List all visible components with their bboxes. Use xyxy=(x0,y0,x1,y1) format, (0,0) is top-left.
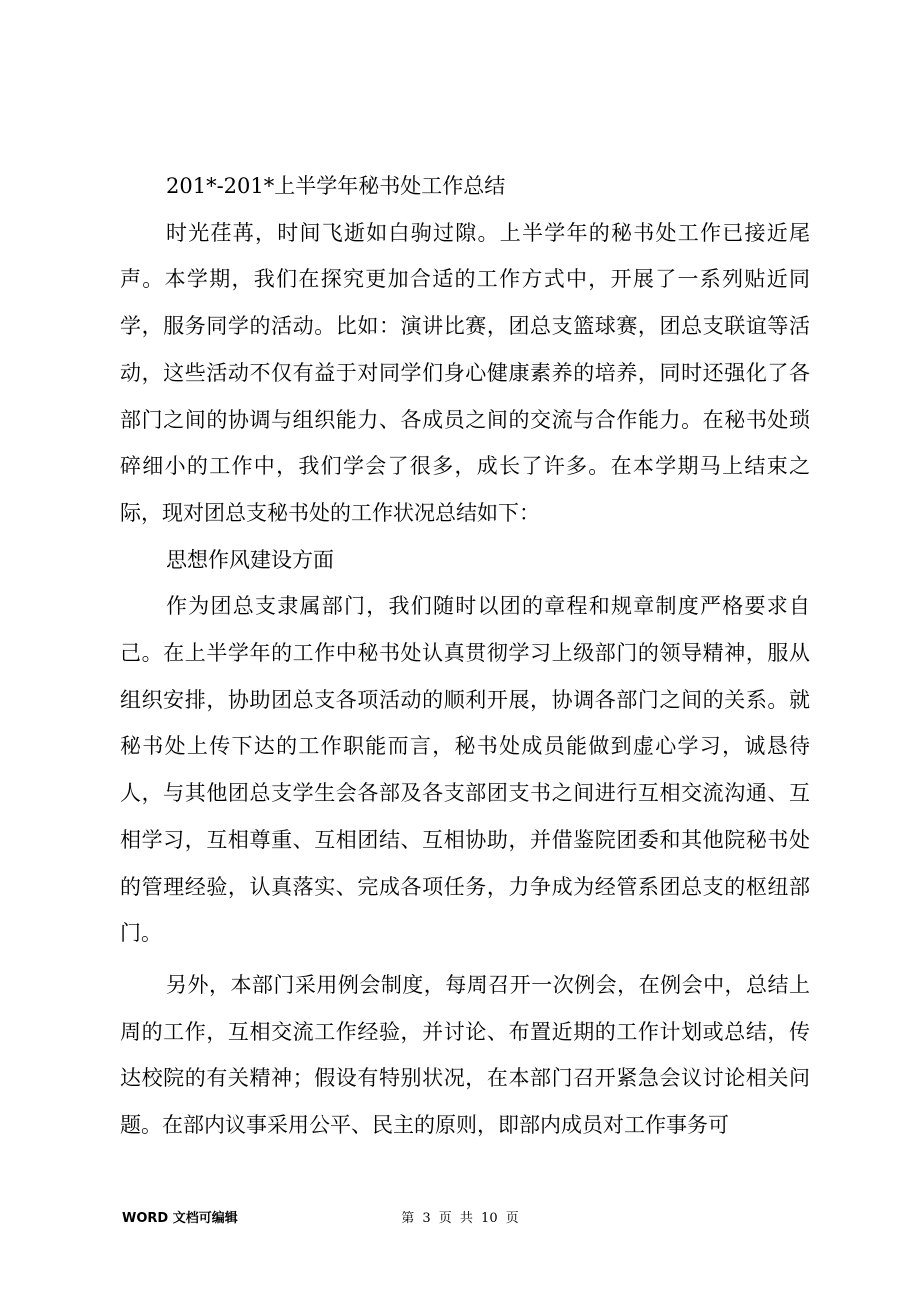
document-title: 201*-201*上半学年秘书处工作总结 xyxy=(166,174,506,198)
paragraph-work-style: 作为团总支隶属部门，我们随时以团的章程和规章制度严格要求自己。在上半学年的工作中秘书处认真贯彻学习上级部门的领导精神，服从组织安排，协助团总支各项活动的顺利开展，协调各部门之间的关系。就秘书处上传下达的工作职能而言，秘书处成员能做到虚心学习，诚恳待人，与其他团总支学生会各部及各支部团支书之间进行互相交流沟通、互相学习，互相尊重、互相团结、互相协助，并借鉴院团委和其他院秘书处的管理经验，认真落实、完成各项任务，力争成为经管系团总支的枢纽部门。 xyxy=(120,594,810,946)
section-heading: 思想作风建设方面 xyxy=(166,547,334,572)
paragraph-meetings: 另外，本部门采用例会制度，每周召开一次例会，在例会中，总结上周的工作，互相交流工作经验，并讨论、布置近期的工作计划或总结，传达校院的有关精神；假设有特别状况，在本部门召开紧急会议讨论相关问题。在部内议事采用公平、民主的原则，即部内成员对工作事务可 xyxy=(120,972,810,1138)
paragraph-intro: 时光荏苒，时间飞逝如白驹过隙。上半学年的秘书处工作已接近尾声。本学期，我们在探究更加合适的工作方式中，开展了一系列贴近同学，服务同学的活动。比如：演讲比赛，团总支篮球赛，团总支联谊等活动，这些活动不仅有益于对同学们身心健康素养的培养，同时还强化了各部门之间的协调与组织能力、各成员之间的交流与合作能力。在秘书处琐碎细小的工作中，我们学会了很多，成长了许多。在本学期马上结束之际，现对团总支秘书处的工作状况总结如下： xyxy=(120,220,810,525)
footer-page-number: 第 3 页 共 10 页 xyxy=(401,1211,519,1226)
document-body xyxy=(120,163,810,1149)
footer-editable-label: WORD 文档可编辑 xyxy=(122,1211,238,1226)
